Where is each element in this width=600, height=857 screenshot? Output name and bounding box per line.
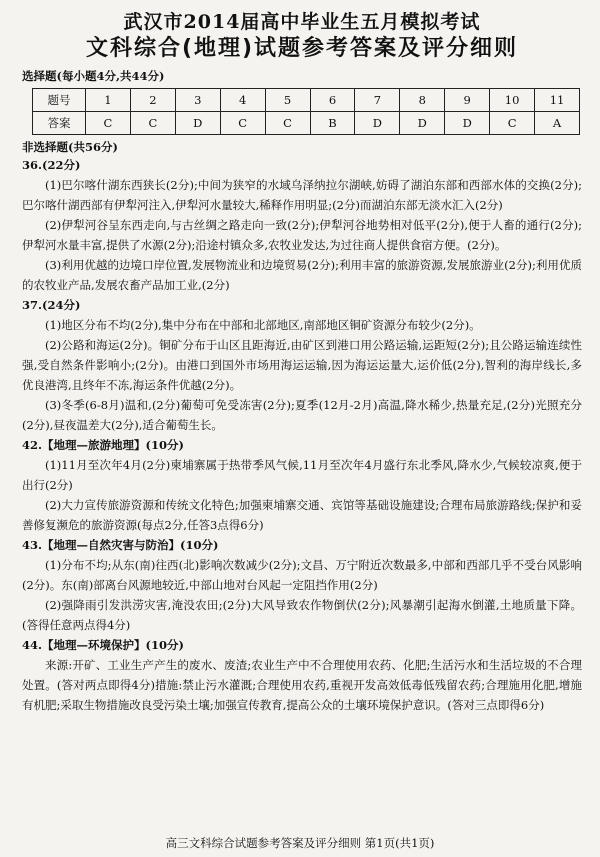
answer-cell: D <box>445 112 490 135</box>
answer-cell: B <box>310 112 355 135</box>
answer-cell: D <box>400 112 445 135</box>
answer-cell: C <box>86 112 131 135</box>
question-number-cell: 8 <box>400 89 445 112</box>
q36-part2: (2)伊犁河谷呈东西走向,与古丝绸之路走向一致(2分);伊犁河谷地势相对低平(2分),便于人畜的通行(2分);伊犁河水量丰富,提供了水源(2分);沿途村镇众多,农牧业发达,为过往商人提供食宿方便。(2分)。 <box>22 218 582 252</box>
answer-cell: A <box>535 112 580 135</box>
q43-part1: (1)分布不均;从东(南)往西(北)影响次数减少(2分);文昌、万宁附近次数最多,中部和西部几乎不受台风影响(2分)。东(南)部离台风源地较近,中部山地对台风起一定阻挡作用(2分) <box>22 558 582 592</box>
q44-part1: 来源:开矿、工业生产产生的废水、废渣;农业生产中不合理使用农药、化肥;生活污水和生活垃圾的不合理处置。(答对两点即得4分)措施:禁止污水灌溉;合理使用农药,重视开发高效低毒低残留农药;合理施用化肥,增施有机肥;采取生物措施改良受污染土壤;加强宣传教育,提高公众的土壤环境保护意识。(答对三点即得6分) <box>22 658 582 712</box>
q37-part3: (3)冬季(6-8月)温和,(2分)葡萄可免受冻害(2分);夏季(12月-2月)高温,降水稀少,热量充足,(2分)光照充分(2分),昼夜温差大(2分),适合葡萄生长。 <box>22 398 582 432</box>
q37-part1: (1)地区分布不均(2分),集中分布在中部和北部地区,南部地区铜矿资源分布较少(2分)。 <box>45 318 481 332</box>
question-number-cell: 7 <box>355 89 400 112</box>
question-number-cell: 5 <box>265 89 310 112</box>
answer-row-label: 答案 <box>33 112 86 135</box>
question-number-cell: 11 <box>535 89 580 112</box>
question-row-label: 题号 <box>33 89 86 112</box>
q43-part2: (2)强降雨引发洪涝灾害,淹没农田;(2分)大风导致农作物倒伏(2分);风暴潮引起海水倒灌,土地质量下降。(答得任意两点得4分) <box>22 598 582 632</box>
q42-part1: (1)11月至次年4月(2分)柬埔寨属于热带季风气候,11月至次年4月盛行东北季风,降水少,气候较凉爽,便于出行(2分) <box>22 458 582 492</box>
question-number-cell: 9 <box>445 89 490 112</box>
question-number-row <box>33 89 580 112</box>
nonchoice-section-heading: 非选择题(共56分) <box>22 140 118 154</box>
document-title: 文科综合(地理)试题参考答案及评分细则 <box>85 36 519 61</box>
question-42-title: 42.【地理—旅游地理】(10分) <box>22 438 184 452</box>
q37-part2: (2)公路和海运(2分)。铜矿分布于山区且距海近,由矿区到港口用公路运输,运距短(2分);且公路运输连续性强,受自然条件影响小;(2分)。由港口到国外市场用海运运输,因为海运运量大,运价低(2分),智利的海岸线长,多优良港湾,且终年不冻,海运条件优越(2分)。 <box>22 338 582 392</box>
question-number-cell: 1 <box>86 89 131 112</box>
question-number-cell: 6 <box>310 89 355 112</box>
answer-row <box>33 112 580 135</box>
question-number-cell: 2 <box>130 89 175 112</box>
answer-cell: D <box>175 112 220 135</box>
page-footer: 高三文科综合试题参考答案及评分细则 第1页(共1页) <box>165 836 435 850</box>
answer-cell: C <box>265 112 310 135</box>
exam-title: 武汉市2014届高中毕业生五月模拟考试 <box>123 11 481 33</box>
answer-table <box>32 88 580 135</box>
question-number-cell: 3 <box>175 89 220 112</box>
answer-cell: D <box>355 112 400 135</box>
answer-cell: C <box>220 112 265 135</box>
question-number-cell: 10 <box>490 89 535 112</box>
choice-section-heading: 选择题(每小题4分,共44分) <box>22 69 165 83</box>
q36-part3: (3)利用优越的边境口岸位置,发展物流业和边境贸易(2分);利用丰富的旅游资源,发展旅游业(2分);利用优质的农牧业产品,发展农畜产品加工业,(2分) <box>22 258 582 292</box>
question-36-title: 36.(22分) <box>22 158 81 172</box>
answer-cell: C <box>490 112 535 135</box>
question-43-title: 43.【地理—自然灾害与防治】(10分) <box>22 538 219 552</box>
question-44-title: 44.【地理—环境保护】(10分) <box>22 638 184 652</box>
question-number-cell: 4 <box>220 89 265 112</box>
q42-part2: (2)大力宣传旅游资源和传统文化特色;加强柬埔寨交通、宾馆等基础设施建设;合理布局旅游路线;保护和妥善修复濒危的旅游资源(每点2分,任答3点得6分) <box>22 498 582 532</box>
q36-part1: (1)巴尔喀什湖东西狭长(2分);中间为狭窄的水域乌泽纳拉尔湖峡,妨碍了湖泊东部和西部水体的交换(2分);巴尔喀什湖西部有伊犁河注入,伊犁河水量较大,稀释作用明显;(2分)而湖泊东部无淡水汇入(2分) <box>22 178 582 212</box>
question-37-title: 37.(24分) <box>22 298 81 312</box>
answer-cell: C <box>130 112 175 135</box>
